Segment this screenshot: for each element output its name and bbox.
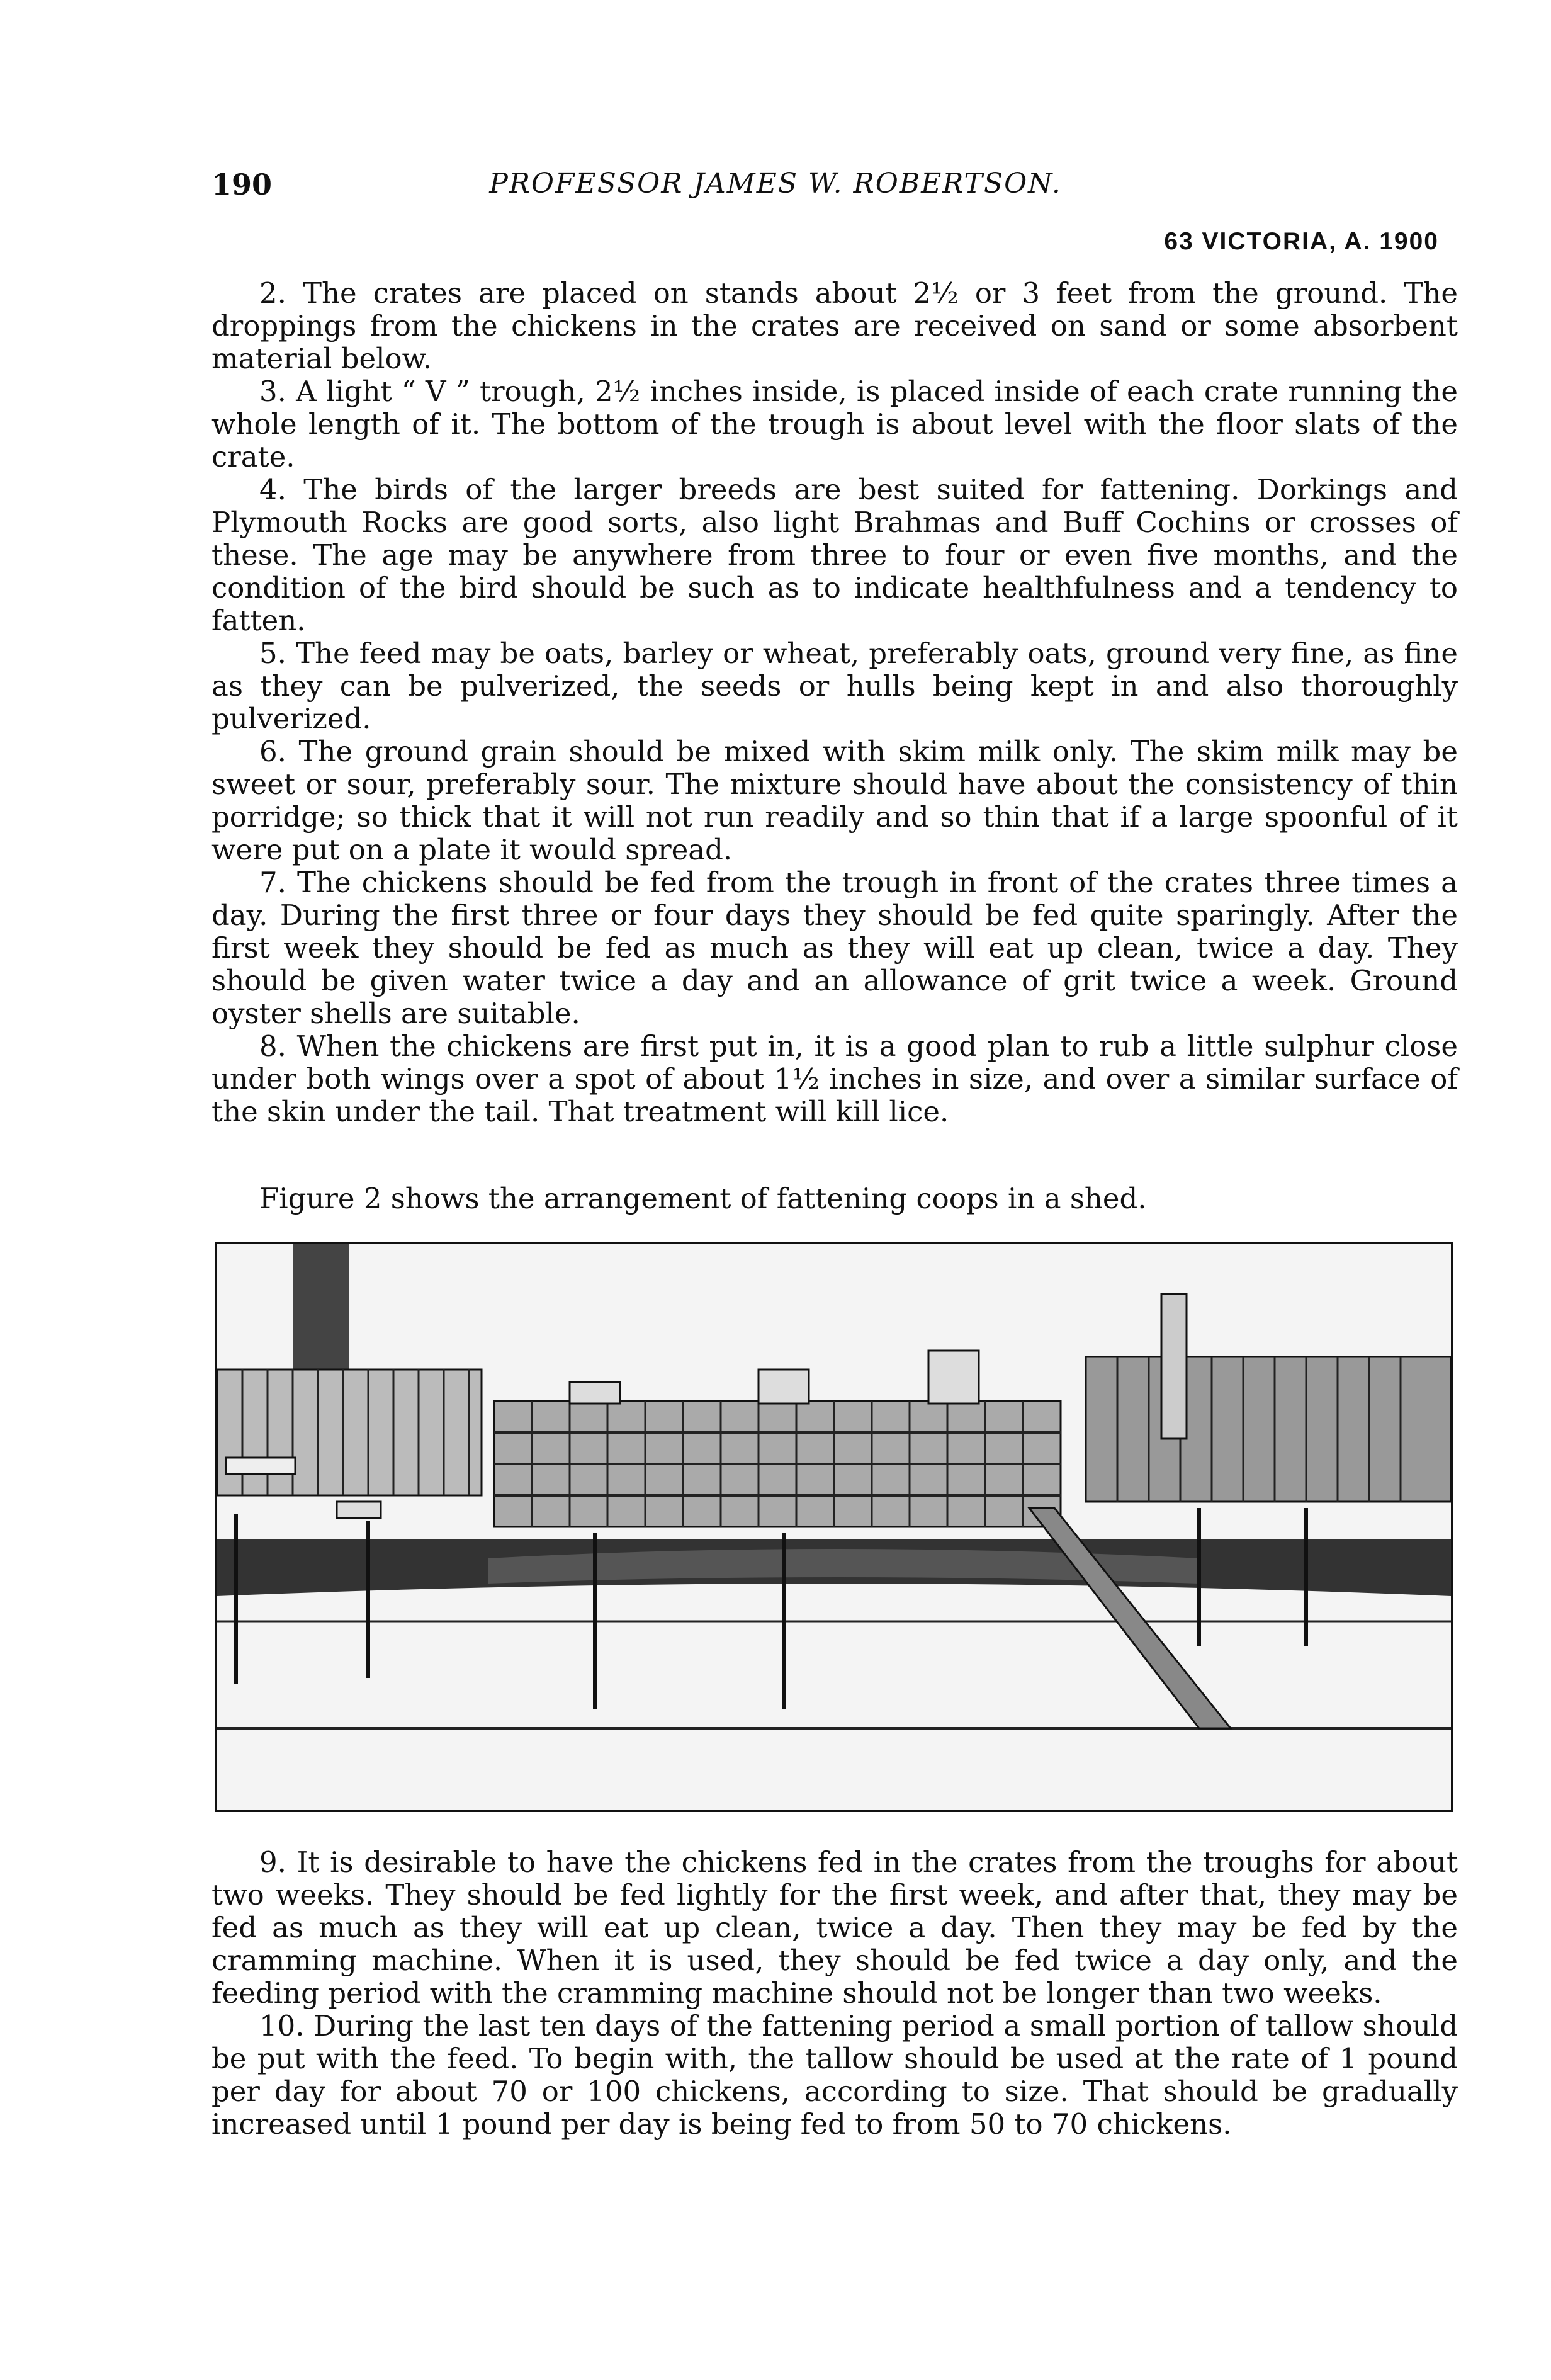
session-label: 63 VICTORIA, A. 1900 bbox=[1164, 228, 1439, 255]
paragraph-4: 4. The birds of the larger breeds are best suited for fattening. Dorkings and Plymouth Rocks are good sorts, also light Brahmas and Buff Cochins or crosses of these. The age may be anywhere from three to four or even five months, and the condition of the bird should be such as to indicate healthfulness and a tendency to fatten. bbox=[212, 473, 1458, 637]
paragraph-6: 6. The ground grain should be mixed with skim milk only. The skim milk may be sweet or sour, preferably sour. The mixture should have about the consistency of thin porridge; so thick that it will not run readily and so thin that if a large spoonful of it were put on a plate it would spread. bbox=[212, 735, 1458, 866]
paragraph-10: 10. During the last ten days of the fattening period a small portion of tallow should be put with the feed. To begin with, the tallow should be used at the rate of 1 pound per day for about 70 or 100 chickens, according to size. That should be gradually increased until 1 pound per day is being fed to from 50 to 70 chickens. bbox=[212, 2009, 1458, 2141]
figure-illustration bbox=[215, 1242, 1453, 1812]
paragraph-5: 5. The feed may be oats, barley or wheat, preferably oats, ground very fine, as fine as they can be pulverized, the seeds or hulls being kept in and also thoroughly pulverized. bbox=[212, 637, 1458, 735]
paragraph-3: 3. A light “ V ” trough, 2½ inches inside, is placed inside of each crate running the whole length of it. The bottom of the trough is about level with the floor slats of the crate. bbox=[212, 375, 1458, 473]
paragraph-9: 9. It is desirable to have the chickens fed in the crates from the troughs for about two weeks. They should be fed lightly for the first week, and after that, they may be fed as much as they will eat up clean, twice a day. Then they may be fed by the cramming machine. When it is used, they should be fed twice a day only, and the feeding period with the cramming machine should not be longer than two weeks. bbox=[212, 1845, 1458, 2010]
coops-shed-drawing bbox=[217, 1244, 1451, 1810]
paragraph-7: 7. The chickens should be fed from the trough in front of the crates three times a day. During the first three or four days they should be fed quite sparingly. After the first week they should be fed as much as they will eat up clean, twice a day. They should be given water twice a day and an allowance of grit twice a week. Ground oyster shells are suitable. bbox=[212, 866, 1458, 1030]
paragraph-2: 2. The crates are placed on stands about 2½ or 3 feet from the ground. The droppings from the chickens in the crates are received on sand or some absorbent material below. bbox=[212, 276, 1458, 375]
text-block-top bbox=[212, 277, 1458, 1128]
page-number: 190 bbox=[212, 167, 273, 201]
text-block-bottom bbox=[212, 1846, 1458, 2141]
running-head: PROFESSOR JAMES W. ROBERTSON. bbox=[489, 167, 1062, 200]
figure-caption: Figure 2 shows the arrangement of fattening coops in a shed. bbox=[259, 1182, 1147, 1215]
paragraph-8: 8. When the chickens are first put in, it is a good plan to rub a little sulphur close under both wings over a spot of about 1½ inches in size, and over a similar surface of the skin under the tail. That treatment will kill lice. bbox=[212, 1029, 1458, 1128]
